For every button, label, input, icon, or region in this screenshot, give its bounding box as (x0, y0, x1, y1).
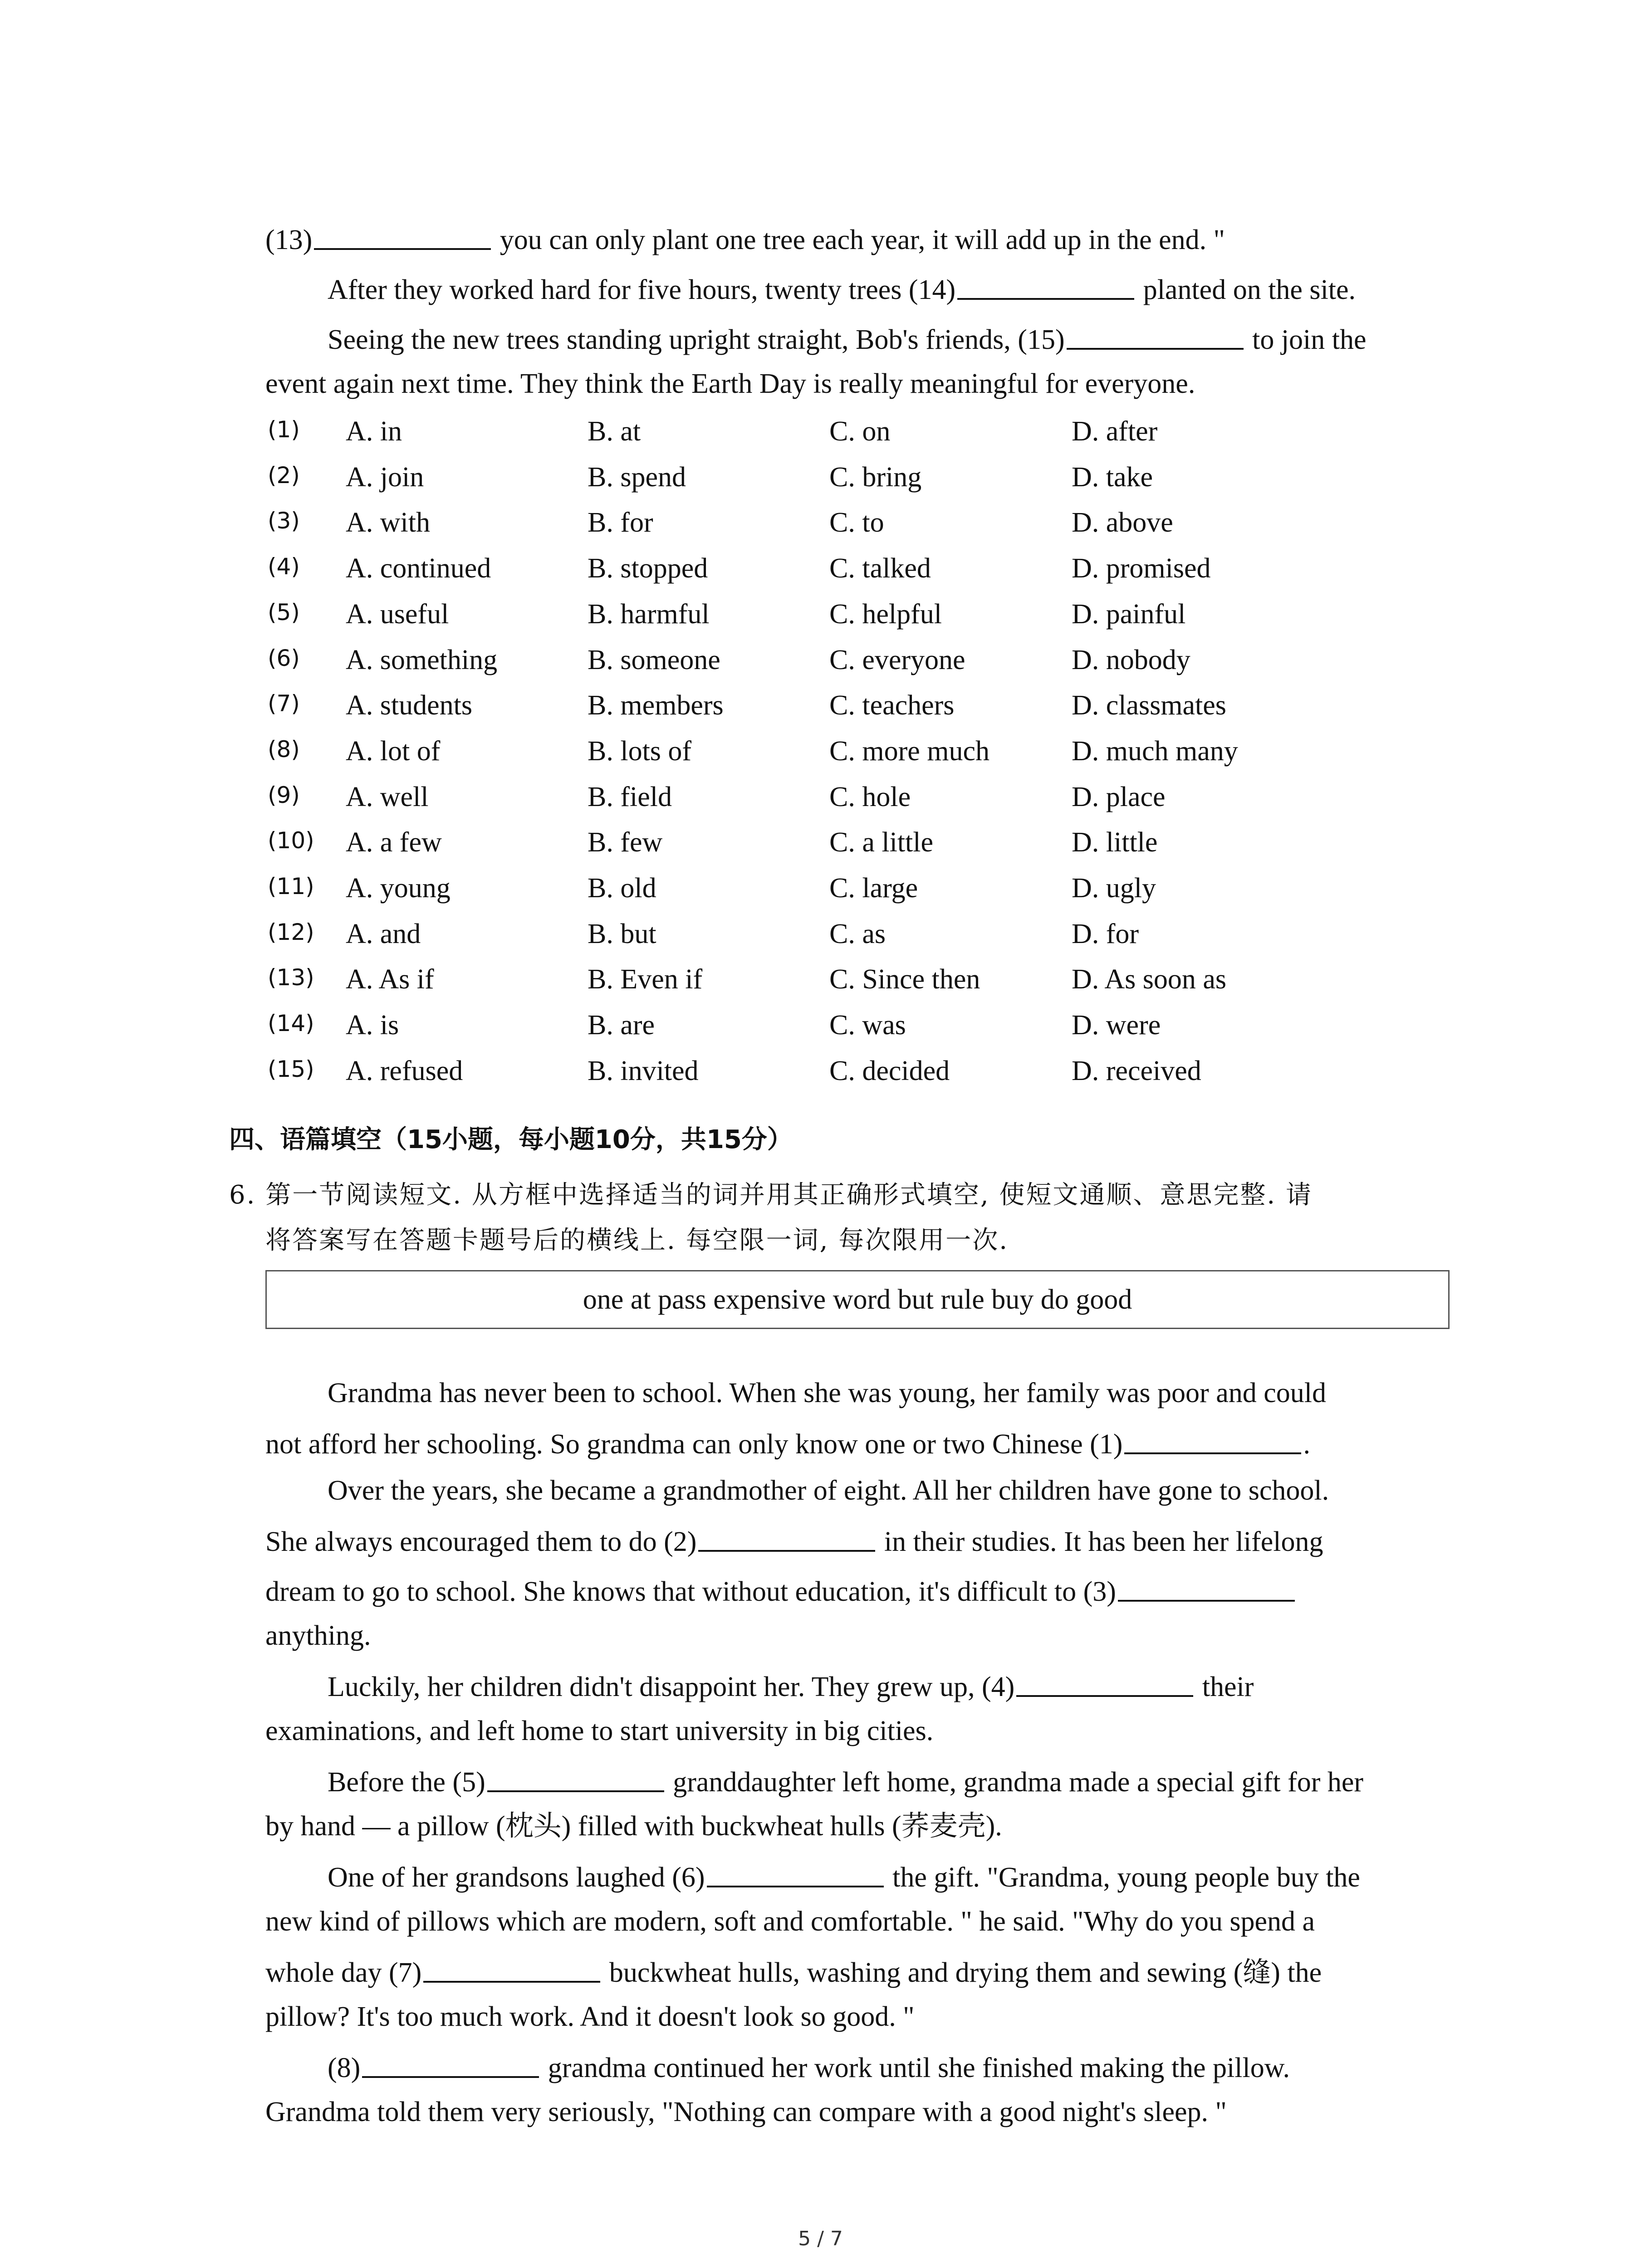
passage-line: Grandma has never been to school. When she was young, her family was poor and could (328, 1378, 1326, 1408)
line-text: planted on the site. (1136, 274, 1356, 305)
option-choice-d: D. after (1072, 416, 1158, 447)
answer-blank (423, 1957, 600, 1983)
option-number: (15) (268, 1056, 314, 1082)
line-text: (13) (265, 225, 313, 255)
passage-line (265, 1429, 1310, 1458)
option-choice-b: B. invited (588, 1055, 699, 1086)
page-number: 5 / 7 (798, 2227, 843, 2250)
option-choice-c: C. a little (829, 827, 934, 858)
option-choice-b: B. members (588, 690, 724, 721)
answer-blank (957, 274, 1134, 300)
option-number: (9) (268, 782, 300, 808)
option-choice-c: C. decided (829, 1055, 950, 1086)
answer-blank (1124, 1429, 1301, 1454)
option-choice-c: C. Since then (829, 964, 980, 995)
option-choice-c: C. everyone (829, 644, 965, 675)
option-choice-a: A. in (346, 416, 402, 447)
line-text: One of her grandsons laughed (6) (328, 1862, 705, 1893)
line-text: you can only plant one tree each year, it will add up in the end. " (493, 225, 1225, 255)
option-choice-d: D. As soon as (1072, 964, 1227, 995)
option-choice-b: B. but (588, 918, 656, 949)
option-choice-a: A. As if (346, 964, 434, 995)
line-text: Seeing the new trees standing upright straight, Bob's friends, (15) (328, 324, 1065, 355)
option-choice-c: C. was (829, 1010, 906, 1041)
line-text: grandma continued her work until she finished making the pillow. (541, 2053, 1290, 2083)
option-choice-a: A. join (346, 461, 424, 493)
line-text: Before the (5) (328, 1767, 485, 1798)
option-choice-c: C. to (829, 507, 884, 538)
option-choice-a: A. useful (346, 598, 449, 630)
section-title: 四、语篇填空（15小题，每小题10分，共15分） (229, 1125, 793, 1154)
option-choice-d: D. received (1072, 1055, 1201, 1086)
line-text: to join the (1245, 324, 1367, 355)
option-choice-b: B. for (588, 507, 653, 538)
option-choice-d: D. place (1072, 781, 1166, 812)
passage-line: pillow? It's too much work. And it doesn't look so good. " (265, 2001, 915, 2032)
word-box (265, 1270, 1450, 1329)
passage-line (328, 274, 1356, 304)
option-choice-b: B. at (588, 416, 641, 447)
option-choice-a: A. refused (346, 1055, 463, 1086)
passage-line: examinations, and left home to start university in big cities. (265, 1716, 934, 1746)
option-choice-b: B. harmful (588, 598, 710, 630)
option-choice-d: D. painful (1072, 598, 1186, 630)
line-text: their (1195, 1672, 1254, 1702)
answer-blank (1016, 1672, 1193, 1697)
option-number: (14) (268, 1010, 314, 1037)
option-choice-d: D. much many (1072, 735, 1238, 767)
passage-line (328, 1767, 1363, 1796)
line-text: whole day (7) (265, 1957, 422, 1988)
line-text: not afford her schooling. So grandma can only know one or two Chinese (1) (265, 1429, 1123, 1460)
answer-blank (1118, 1576, 1295, 1602)
word-box-text: one at pass expensive word but rule buy do good (583, 1284, 1132, 1315)
question-instruction: 6. 第一节阅读短文. 从方框中选择适当的词并用其正确形式填空, 使短文通顺、意思完整. 请 (229, 1180, 1313, 1210)
line-text: . (1303, 1429, 1310, 1460)
option-number: (8) (268, 736, 300, 763)
passage-line (265, 1576, 1297, 1606)
question-instruction: 将答案写在答题卡题号后的横线上. 每空限一词, 每次限用一次. (265, 1226, 1009, 1255)
answer-blank (707, 1862, 884, 1887)
option-choice-b: B. are (588, 1010, 655, 1041)
passage-line: by hand — a pillow (枕头) filled with buckwheat hulls (荞麦壳). (265, 1811, 1002, 1842)
option-choice-b: B. spend (588, 461, 686, 493)
option-choice-a: A. with (346, 507, 430, 538)
line-text: (8) (328, 2053, 361, 2083)
option-choice-d: D. nobody (1072, 644, 1190, 675)
option-choice-a: A. well (346, 781, 429, 812)
passage-line (265, 225, 1225, 254)
answer-blank (1067, 324, 1244, 350)
answer-blank (698, 1526, 875, 1552)
passage-line (328, 2053, 1290, 2082)
passage-line: anything. (265, 1620, 371, 1651)
option-choice-c: C. large (829, 873, 918, 904)
option-choice-b: B. old (588, 873, 656, 904)
passage-line: new kind of pillows which are modern, soft and comfortable. " he said. "Why do you spend a (265, 1906, 1315, 1937)
option-choice-c: C. teachers (829, 690, 955, 721)
line-text: granddaughter left home, grandma made a special gift for her (666, 1767, 1364, 1798)
option-choice-d: D. promised (1072, 553, 1211, 584)
passage-line: Grandma told them very seriously, "Nothing can compare with a good night's sleep. " (265, 2097, 1227, 2127)
option-number: (6) (268, 645, 300, 671)
option-choice-b: B. Even if (588, 964, 703, 995)
option-choice-d: D. take (1072, 461, 1153, 493)
passage-line: Over the years, she became a grandmother of eight. All her children have gone to school. (328, 1475, 1329, 1506)
option-choice-a: A. is (346, 1010, 399, 1041)
line-text: the gift. "Grandma, young people buy the (885, 1862, 1360, 1893)
option-choice-b: B. few (588, 827, 663, 858)
option-number: (1) (268, 416, 300, 443)
passage-line: event again next time. They think the Earth Day is really meaningful for everyone. (265, 368, 1195, 399)
passage-line (265, 1957, 1322, 1987)
option-number: (5) (268, 599, 300, 626)
option-number: (2) (268, 462, 300, 489)
option-choice-c: C. talked (829, 553, 931, 584)
option-choice-a: A. young (346, 873, 451, 904)
option-choice-d: D. for (1072, 918, 1139, 949)
line-text: in their studies. It has been her lifelong (877, 1526, 1323, 1557)
option-choice-a: A. students (346, 690, 472, 721)
passage-line (328, 1672, 1254, 1701)
line-text: dream to go to school. She knows that without education, it's difficult to (3) (265, 1576, 1116, 1607)
line-text: She always encouraged them to do (2) (265, 1526, 697, 1557)
option-choice-a: A. a few (346, 827, 442, 858)
option-choice-b: B. lots of (588, 735, 692, 767)
option-choice-c: C. on (829, 416, 891, 447)
answer-blank (487, 1767, 664, 1792)
option-choice-a: A. lot of (346, 735, 441, 767)
option-choice-a: A. continued (346, 553, 491, 584)
option-number: (13) (268, 964, 314, 991)
option-number: (3) (268, 508, 300, 534)
option-choice-a: A. something (346, 644, 498, 675)
option-number: (7) (268, 690, 300, 717)
option-choice-c: C. hole (829, 781, 911, 812)
option-number: (4) (268, 553, 300, 580)
option-choice-c: C. more much (829, 735, 989, 767)
line-text: After they worked hard for five hours, twenty trees (14) (328, 274, 956, 305)
line-text: Luckily, her children didn't disappoint her. They grew up, (4) (328, 1672, 1015, 1702)
option-choice-d: D. ugly (1072, 873, 1156, 904)
option-choice-b: B. stopped (588, 553, 708, 584)
option-number: (12) (268, 919, 314, 945)
passage-line (328, 1862, 1360, 1892)
option-choice-b: B. someone (588, 644, 720, 675)
option-choice-c: C. helpful (829, 598, 942, 630)
answer-blank (314, 225, 491, 250)
option-choice-a: A. and (346, 918, 421, 949)
option-choice-c: C. as (829, 918, 886, 949)
answer-blank (362, 2053, 539, 2078)
option-choice-d: D. above (1072, 507, 1173, 538)
option-choice-c: C. bring (829, 461, 922, 493)
option-choice-d: D. were (1072, 1010, 1161, 1041)
option-choice-d: D. little (1072, 827, 1158, 858)
passage-line (328, 324, 1367, 354)
option-number: (11) (268, 873, 314, 899)
line-text: buckwheat hulls, washing and drying them and sewing (缝) the (602, 1957, 1322, 1988)
option-number: (10) (268, 827, 314, 854)
passage-line (265, 1526, 1323, 1556)
option-choice-b: B. field (588, 781, 672, 812)
option-choice-d: D. classmates (1072, 690, 1226, 721)
